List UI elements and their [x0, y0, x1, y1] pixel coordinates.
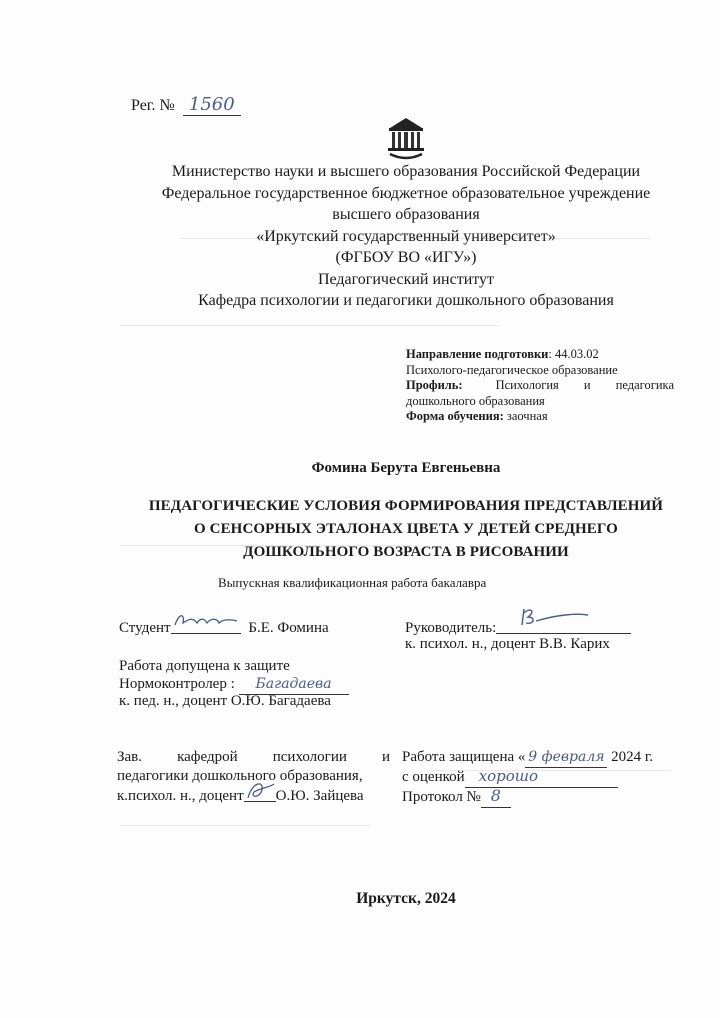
grade-field: [465, 767, 618, 788]
grade-handwritten: хорошо: [478, 767, 539, 785]
direction-value: : 44.03.02: [548, 347, 599, 361]
defense-date-field: [525, 748, 607, 768]
title-line: ПЕДАГОГИЧЕСКИЕ УСЛОВИЯ ФОРМИРОВАНИЯ ПРЕДСТАВЛЕНИЙ: [148, 498, 664, 514]
reg-number-handwritten: 1560: [188, 94, 235, 115]
defense-date-handwritten: 9 февраля: [528, 749, 605, 765]
head-name: О.Ю. Зайцева: [275, 788, 364, 804]
head-line-2: педагогики дошкольного образования,: [117, 768, 363, 784]
protocol-row: [402, 786, 511, 808]
student-name: Б.Е. Фомина: [248, 620, 329, 636]
defense-label: Работа защищена «: [402, 749, 526, 765]
supervisor-signature-icon: [496, 603, 631, 629]
form-row: [406, 409, 674, 425]
grade-row: [402, 767, 618, 788]
profile-value-continued: дошкольного образования: [406, 393, 545, 408]
university-building-icon: [386, 116, 426, 160]
profile-row: [406, 378, 674, 394]
protocol-handwritten: 8: [490, 786, 501, 805]
thesis-title: [100, 495, 712, 564]
normcontrol-name: к. пед. н., доцент О.Ю. Багадаева: [119, 693, 331, 709]
student-signature-icon: [171, 611, 241, 631]
profile-value: Психология и педагогика: [495, 378, 674, 392]
protocol-label: Протокол №: [402, 789, 481, 805]
institution-header: [100, 161, 712, 312]
header-line: «Иркутский государственный университет»: [256, 227, 556, 245]
header-line: высшего образования: [332, 206, 480, 223]
direction-name: Психолого-педагогическое образование: [406, 362, 618, 377]
head-word: кафедрой: [177, 749, 238, 765]
head-word: Зав.: [117, 749, 143, 765]
direction-label: Направление подготовки: [406, 347, 549, 361]
head-word: психологии: [272, 749, 347, 765]
form-label: Форма обучения:: [406, 409, 504, 423]
grade-label: с оценкой: [402, 769, 465, 785]
supervisor-label: Руководитель:: [405, 620, 497, 636]
reg-number-field: [183, 94, 241, 116]
defense-year: 2024 г.: [611, 749, 654, 765]
defense-date-row: [402, 748, 653, 768]
bleed-through-line: [120, 325, 500, 326]
normcontrol-signature-handwritten: Багадаева: [255, 676, 332, 692]
supervisor-signature-line: [496, 617, 631, 634]
head-signature-line: [244, 786, 276, 802]
reg-number-row: [131, 94, 241, 116]
author-name: Фомина Берута Евгеньевна: [311, 460, 501, 476]
title-line: ДОШКОЛЬНОГО ВОЗРАСТА В РИСОВАНИИ: [243, 544, 569, 560]
header-line: Кафедра психологии и педагогики дошкольного образования: [198, 292, 614, 309]
profile-label: Профиль:: [406, 378, 463, 392]
title-line: О СЕНСОРНЫХ ЭТАЛОНАХ ЦВЕТА У ДЕТЕЙ СРЕДНЕГО: [194, 521, 618, 537]
head-line-3: [117, 786, 364, 806]
admitted-line: Работа допущена к защите: [119, 658, 290, 674]
city-year: Иркутск, 2024: [356, 890, 456, 907]
supervisor-credentials: к. психол. н., доцент В.В. Карих: [405, 636, 610, 652]
student-label: Студент: [119, 620, 171, 636]
study-info-block: [406, 347, 674, 425]
student-signature-line: [171, 617, 241, 634]
protocol-field: [481, 786, 511, 808]
header-line: (ФГБОУ ВО «ИГУ»): [335, 249, 477, 266]
header-line: Министерство науки и высшего образования Российской Федерации: [171, 163, 641, 180]
bleed-through-line: [120, 825, 370, 826]
student-row: [119, 617, 329, 638]
direction-row: [406, 347, 674, 363]
work-type: Выпускная квалификационная работа бакалавра: [218, 575, 487, 590]
head-line-1: [117, 748, 390, 767]
header-line: Федеральное государственное бюджетное образовательное учреждение: [161, 184, 651, 202]
reg-label: Рег. №: [131, 97, 175, 114]
head-credentials: к.психол. н., доцент: [117, 788, 244, 804]
header-line: Педагогический институт: [317, 270, 495, 288]
head-word: и: [381, 749, 390, 765]
head-signature-icon: [244, 778, 276, 802]
normcontrol-label: Нормоконтролер :: [119, 676, 235, 692]
form-value: заочная: [506, 409, 548, 423]
